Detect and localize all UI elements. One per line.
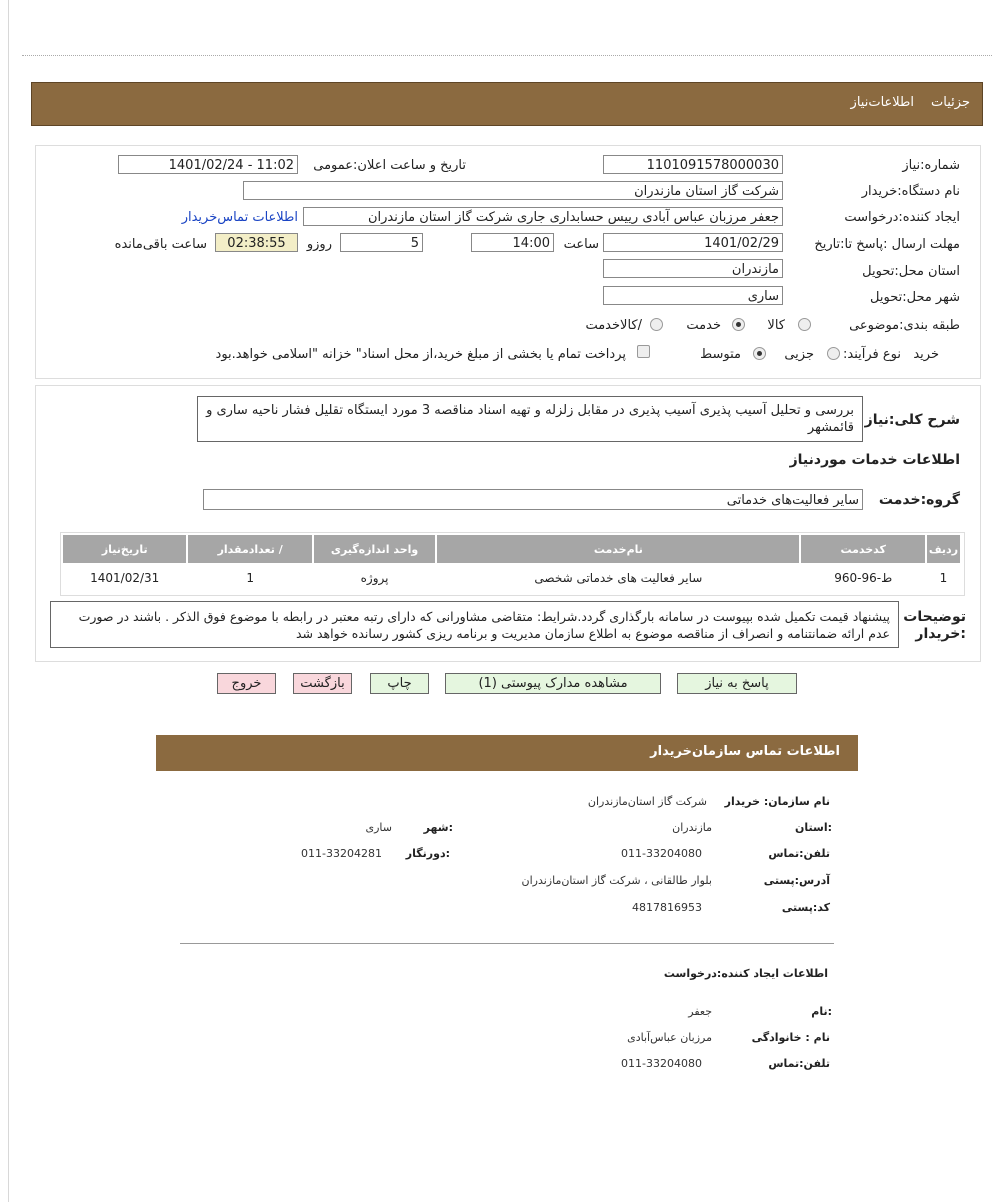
contact-province-label: :استان (795, 821, 832, 834)
tab-need-info[interactable]: اطلاعات‌نیاز (850, 95, 914, 110)
col-header-quantity: / تعدادمقدار (188, 535, 311, 563)
deadline-date-field: 1401/02/29 (603, 233, 783, 252)
creator-info-heading: اطلاعات ایجاد کننده:درخواست (663, 967, 828, 980)
buyer-contact-header (156, 735, 858, 771)
table-row (63, 565, 960, 591)
cell-service-name: سایر فعالیت های خدماتی شخصی (437, 565, 799, 591)
process-partial-label: جزیی (784, 347, 814, 362)
reply-button[interactable]: پاسخ به نیاز (677, 673, 797, 694)
contact-address-value: بلوار طالقانی ، شرکت گاز استان‌مازندران (521, 874, 712, 887)
creator-family-label: نام : خانوادگی (751, 1031, 830, 1044)
items-table (61, 533, 962, 593)
category-goods-service-label: /کالاخدمت (585, 318, 642, 333)
category-label: طبقه بندی:موضوعی (849, 318, 960, 333)
col-header-service-name: نام‌خدمت (437, 535, 799, 563)
remaining-time-field: 02:38:55 (215, 233, 298, 252)
category-goods-service-radio[interactable] (650, 318, 663, 331)
city-label: شهر محل:تحویل (870, 290, 960, 305)
tab-details[interactable]: جزئیات (931, 95, 970, 110)
contact-city-value: ساری (365, 821, 392, 834)
description-text: بررسی و تحلیل آسیب پذیری آسیب پذیری در مقابل زلزله و تهیه اسناد مناقصه 3 مورد ایستگاه تقلیل فشار ناحیه ساری و قائمشهر (197, 396, 863, 442)
contact-address-label: آدرس:پستی (763, 874, 830, 887)
exit-button[interactable]: خروج (217, 673, 276, 694)
creator-family-value: مرزبان عباس‌آبادی (627, 1031, 712, 1044)
buyer-contact-heading: اطلاعات تماس سازمان‌خریدار (650, 744, 840, 759)
col-header-need-date: تاریخ‌نیاز (63, 535, 186, 563)
need-number-field: 1101091578000030 (603, 155, 783, 174)
announce-label: تاریخ و ساعت اعلان:عمومی (313, 158, 466, 173)
province-label: استان محل:تحویل (862, 264, 960, 279)
days-label: روزو (306, 237, 332, 252)
col-header-service-code: کدخدمت (801, 535, 924, 563)
contact-postal-value: 4817816953 (632, 901, 702, 914)
cell-unit: پروژه (314, 565, 435, 591)
process-buy-label: خرید (913, 347, 939, 362)
contact-fax-label: :دورنگار (405, 847, 450, 860)
creator-phone-label: تلفن:تماس (768, 1057, 830, 1070)
days-field: 5 (340, 233, 423, 252)
buyer-notes-label-1: توضیحات (903, 609, 966, 625)
contact-phone-label: تلفن:تماس (768, 847, 830, 860)
contact-postal-label: کد:پستی (781, 901, 830, 914)
buyer-notes-text: پیشنهاد قیمت تکمیل شده بپیوست در سامانه بارگذاری گردد.شرایط: متقاضی مشاورانی که دارای رتبه معتبر در رابطه با موضوع فوق الذکر . باشند در صورت عدم ارائه ضمانتنامه و انصراف از مناقصه موضوع به اطلاع سازمان مدیریت و برنامه ریزی کشور رسانده خواهد شد (50, 601, 899, 648)
contact-fax-value: 011-33204281 (301, 847, 382, 860)
buyer-org-label: نام دستگاه:خریدار (861, 184, 960, 199)
process-medium-label: متوسط (700, 347, 741, 362)
top-divider (22, 55, 992, 56)
cell-quantity: 1 (188, 565, 311, 591)
province-field: مازندران (603, 259, 783, 278)
cell-row-number: 1 (927, 565, 960, 591)
announce-date-field: 1401/02/24 - 11:02 (118, 155, 298, 174)
category-goods-radio[interactable] (798, 318, 811, 331)
service-group-label: گروه:خدمت (878, 492, 960, 508)
cell-service-code: ط-96-960 (801, 565, 924, 591)
creator-label: ایجاد کننده:درخواست (844, 210, 960, 225)
creator-phone-value: 011-33204080 (621, 1057, 702, 1070)
contact-city-label: :شهر (423, 821, 453, 834)
buyer-org-field: شرکت گاز استان مازندران (243, 181, 783, 200)
contact-province-value: مازندران (672, 821, 712, 834)
treasury-payment-note: پرداخت تمام یا بخشی از مبلغ خرید،از محل اسناد" خزانه "اسلامی خواهد.بود (215, 347, 626, 362)
buyer-notes-label-2: :خریدار (915, 626, 966, 642)
category-goods-label: کالا (767, 318, 785, 333)
print-button[interactable]: چاپ (370, 673, 429, 694)
cell-need-date: 1401/02/31 (63, 565, 186, 591)
remaining-label: ساعت باقی‌مانده (114, 237, 207, 252)
need-number-label: شماره:نیاز (902, 158, 960, 173)
left-border-line (8, 0, 9, 1202)
contact-phone-value: 011-33204080 (621, 847, 702, 860)
deadline-label: مهلت ارسال :پاسخ تا:تاریخ (814, 237, 960, 252)
service-group-field: سایر فعالیت‌های خدماتی (203, 489, 863, 510)
col-header-unit: واحد اندازه‌گیری (314, 535, 435, 563)
time-label: ساعت (563, 237, 599, 252)
col-header-row: ردیف (927, 535, 960, 563)
contact-org-label: نام سازمان: خریدار (724, 795, 830, 808)
services-heading: اطلاعات خدمات موردنیاز (789, 452, 960, 468)
details-header-bar (31, 82, 983, 126)
treasury-payment-checkbox[interactable] (637, 345, 650, 358)
deadline-time-field: 14:00 (471, 233, 554, 252)
contact-divider (180, 943, 834, 944)
description-label: شرح کلی:نیاز (864, 412, 960, 428)
category-service-radio[interactable] (732, 318, 745, 331)
creator-name-value: جعفر (688, 1005, 712, 1018)
creator-field: جعفر مرزبان عباس آبادی رییس حسابداری جاری شرکت گاز استان مازندران (303, 207, 783, 226)
back-button[interactable]: بازگشت (293, 673, 352, 694)
process-type-label: نوع فرآیند: (843, 347, 901, 362)
city-field: ساری (603, 286, 783, 305)
buyer-contact-link[interactable]: اطلاعات تماس‌خریدار (181, 210, 298, 225)
process-partial-radio[interactable] (827, 347, 840, 360)
contact-org-value: شرکت گاز استان‌مازندران (587, 795, 707, 808)
attachments-button[interactable]: مشاهده مدارک پیوستی (1) (445, 673, 661, 694)
category-service-label: خدمت (686, 318, 721, 333)
process-medium-radio[interactable] (753, 347, 766, 360)
creator-name-label: :نام (811, 1005, 832, 1018)
